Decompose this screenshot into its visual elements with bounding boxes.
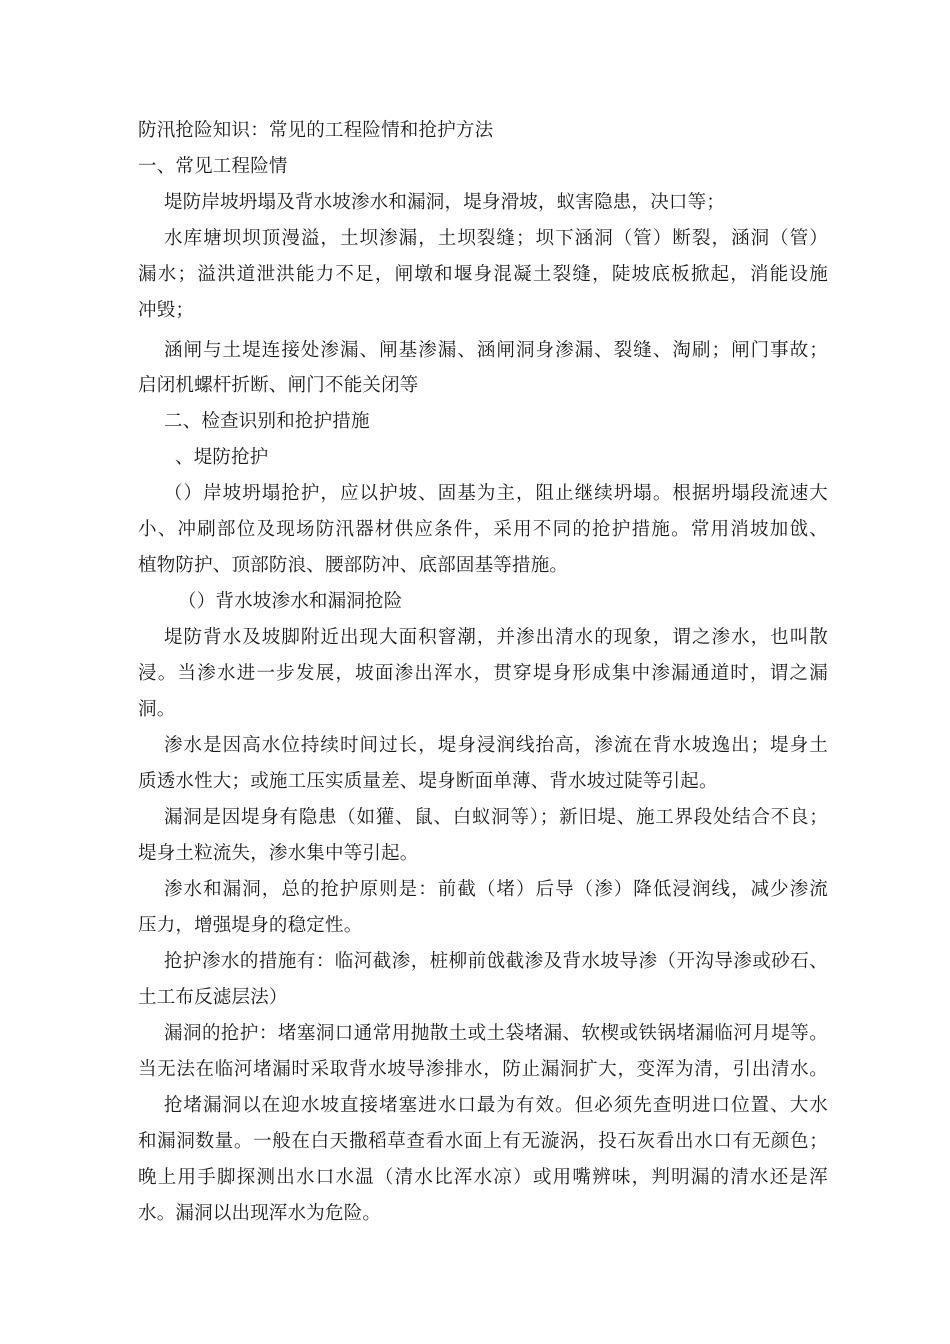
paragraph-line: 渗水和漏洞，总的抢护原则是：前截（堵）后导（渗）降低浸润线，减少渗流 [164,879,828,900]
paragraph-line: 漏洞是因堤身有隐患（如獾、鼠、白蚁洞等）；新旧堤、施工界段处结合不良； [164,807,828,828]
paragraph-line: 小、冲刷部位及现场防汛器材供应条件，采用不同的抢护措施。常用消坡加戗、 [138,519,828,540]
paragraph-line: 植物防护、顶部防浪、腰部防冲、底部固基等措施。 [138,555,569,576]
paragraph-line: 启闭机螺杆折断、闸门不能关闭等 [138,375,419,396]
paragraph-line: 涵闸与土堤连接处渗漏、闸基渗漏、涵闸洞身渗漏、裂缝、淘刷；闸门事故； [164,340,828,361]
paragraph-line: 抢护渗水的措施有：临河截渗，桩柳前戗截渗及背水坡导渗（开沟导渗或砂石、 [164,951,828,972]
paragraph-line: 当无法在临河堵漏时采取背水坡导渗排水，防止漏洞扩大，变浑为清，引出清水。 [138,1059,828,1080]
paragraph-line: 水库塘坝坝顶漫溢，土坝渗漏，土坝裂缝；坝下涵洞（管）断裂，涵洞（管） [164,228,828,249]
paragraph-line: （）岸坡坍塌抢护，应以护坡、固基为主，阻止继续坍塌。根据坍塌段流速大 [164,483,828,504]
paragraph-line: 堤防岸坡坍塌及背水坡渗水和漏洞，堤身滑坡，蚁害隐患，决口等； [164,192,726,213]
paragraph-line: 堤防背水及坡脚附近出现大面积窨潮，并渗出清水的现象，谓之渗水，也叫散 [164,627,828,648]
paragraph-line: 浸。当渗水进一步发展，坡面渗出浑水，贯穿堤身形成集中渗漏通道时，谓之漏 [138,663,828,684]
subsection-heading: 、堤防抢护 [175,447,269,468]
paragraph-line: 洞。 [138,699,176,720]
paragraph-line: 漏洞的抢护：堵塞洞口通常用抛散土或土袋堵漏、软楔或铁锅堵漏临河月堤等。 [164,1023,828,1044]
paragraph-line: 冲毁； [138,300,195,321]
paragraph-line: 漏水；溢洪道泄洪能力不足，闸墩和堰身混凝土裂缝，陡坡底板掀起，消能设施 [138,264,828,285]
paragraph-line: 晚上用手脚探测出水口水温（清水比浑水凉）或用嘴辨味，判明漏的清水还是浑 [138,1167,828,1188]
paragraph-line: 土工布反滤层法） [138,987,288,1008]
paragraph-line: 和漏洞数量。一般在白天撒稻草查看水面上有无漩涡，投石灰看出水口有无颜色； [138,1131,828,1152]
document-title: 防汛抢险知识：常见的工程险情和抢护方法 [138,120,494,141]
paragraph-line: 堤身土粒流失，渗水集中等引起。 [138,843,419,864]
paragraph-line: 质透水性大；或施工压实质量差、堤身断面单薄、背水坡过陡等引起。 [138,771,718,792]
paragraph-line: 渗水是因高水位持续时间过长，堤身浸润线抬高，渗流在背水坡逸出；堤身土 [164,735,828,756]
subsection-heading: （）背水坡渗水和漏洞抢险 [178,591,403,612]
section-heading-1: 一、常见工程险情 [138,156,288,177]
paragraph-line: 压力，增强堤身的稳定性。 [138,915,363,936]
section-heading-2: 二、检查识别和抢护措施 [164,411,370,432]
paragraph-line: 水。漏洞以出现浑水为危险。 [138,1203,382,1224]
paragraph-line: 抢堵漏洞以在迎水坡直接堵塞进水口最为有效。但必须先查明进口位置、大水 [164,1095,828,1116]
